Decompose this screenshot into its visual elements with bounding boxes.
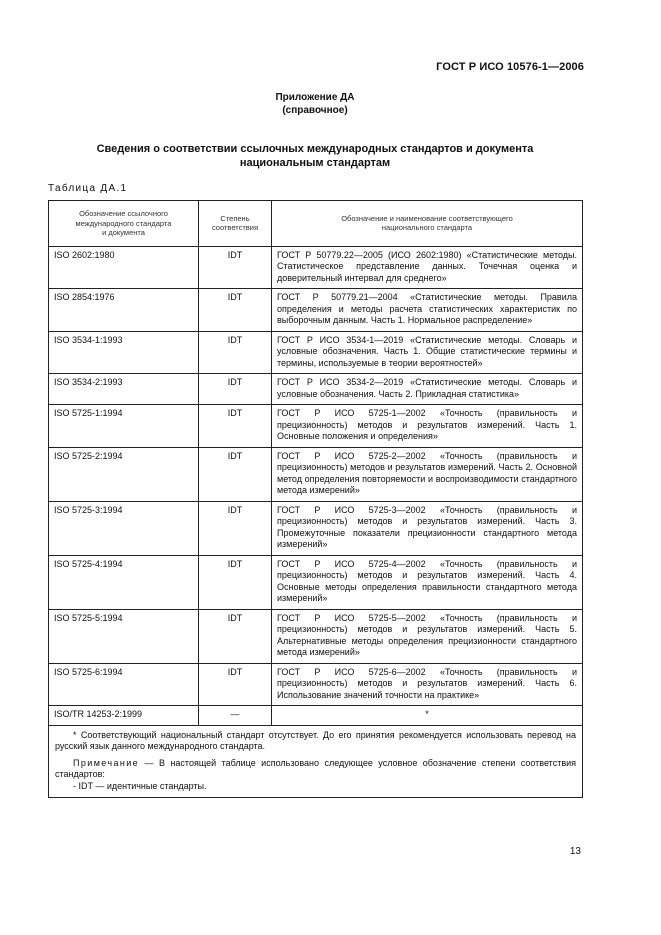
- header-col1-line: международного стандарта: [75, 218, 172, 228]
- row-national-standard: ГОСТ Р ИСО 5725-3—2002 «Точность (правильность и прецизионность) методов и результатов измерений. Часть 3. Промежуточные показатели прецизионности стандартного метода измерений»: [272, 501, 583, 555]
- row-degree: IDT: [199, 447, 272, 501]
- table-header-row: [49, 201, 583, 247]
- header-col3-line: Обозначение и наименование соответствующего: [341, 213, 513, 223]
- table-footer-row: [49, 725, 583, 798]
- section-title: [48, 143, 582, 170]
- row-standard: ISO 5725-6:1994: [49, 663, 199, 706]
- header-col1-line: и документа: [102, 228, 145, 237]
- table-row: [49, 609, 583, 663]
- row-degree: IDT: [199, 663, 272, 706]
- table-row: [49, 501, 583, 555]
- row-standard: ISO 5725-3:1994: [49, 501, 199, 555]
- row-standard: ISO 5725-4:1994: [49, 555, 199, 609]
- row-degree: IDT: [199, 246, 272, 289]
- header-col1-line: Обозначение ссылочного: [79, 209, 168, 218]
- table-row: [49, 374, 583, 405]
- table-row: [49, 447, 583, 501]
- row-degree: IDT: [199, 289, 272, 332]
- correspondence-table: [48, 200, 583, 798]
- row-standard: ISO 5725-1:1994: [49, 405, 199, 448]
- appendix-subtitle: (справочное): [282, 105, 348, 116]
- row-standard: ISO 2602:1980: [49, 246, 199, 289]
- row-degree: IDT: [199, 609, 272, 663]
- row-national-standard: ГОСТ Р ИСО 5725-1—2002 «Точность (правильность и прецизионность) методов и результатов измерений. Часть 1. Основные положения и определения»: [272, 405, 583, 448]
- note-text: — В настоящей таблице использовано следующее условное обозначение степени соответствия стандартов:: [55, 757, 576, 779]
- footnote: * Соответствующий национальный стандарт отсутствует. До его принятия рекомендуется использовать перевод на русский язык данного международного стандарта.: [55, 729, 576, 751]
- section-title-line-1: Сведения о соответствии ссылочных международных стандартов и документа: [96, 143, 534, 155]
- header-national-standard: [272, 201, 583, 247]
- row-national-standard: ГОСТ Р ИСО 5725-2—2002 «Точность (правильность и прецизионность) методов и результатов измерений. Часть 2. Основной метод определения повторяемости и воспроизводимости стандартного метода измерений»: [272, 447, 583, 501]
- document-id: ГОСТ Р ИСО 10576-1—2006: [436, 61, 584, 73]
- row-degree: IDT: [199, 501, 272, 555]
- row-standard: ISO/TR 14253-2:1999: [49, 706, 199, 726]
- row-national-standard: ГОСТ Р ИСО 3534-2—2019 «Статистические методы. Словарь и условные обозначения. Часть 2. Прикладная статистика»: [272, 374, 583, 405]
- table-row: [49, 405, 583, 448]
- page-number: 13: [569, 846, 581, 857]
- row-degree: —: [199, 706, 272, 726]
- row-national-standard: ГОСТ Р ИСО 5725-5—2002 «Точность (правильность и прецизионность) методов и результатов измерений. Часть 5. Альтернативные методы определения прецизионности стандартного метода измерений»: [272, 609, 583, 663]
- row-degree: IDT: [199, 374, 272, 405]
- row-national-standard: ГОСТ Р ИСО 5725-6—2002 «Точность (правильность и прецизионность) методов и результатов измерений. Часть 6. Использование значений точности на практике»: [272, 663, 583, 706]
- row-national-standard: ГОСТ Р 50779.21—2004 «Статистические методы. Правила определения и методы расчета статистических характеристик по выборочным данным. Часть 1. Нормальное распределение»: [272, 289, 583, 332]
- table-footer: [49, 725, 583, 798]
- row-degree: IDT: [199, 405, 272, 448]
- section-title-line-2: национальным стандартам: [239, 156, 391, 169]
- appendix-heading: [0, 91, 630, 117]
- header-col2-line: соответствия: [211, 223, 259, 233]
- row-degree: IDT: [199, 331, 272, 374]
- row-standard: ISO 3534-2:1993: [49, 374, 199, 405]
- table-row: [49, 289, 583, 332]
- note-label: Примечание: [73, 757, 140, 768]
- note: [55, 758, 576, 781]
- table-label: Таблица ДА.1: [48, 183, 128, 194]
- row-standard: ISO 3534-1:1993: [49, 331, 199, 374]
- header-col2-line: Степень: [220, 213, 250, 223]
- row-national-standard: ГОСТ Р ИСО 5725-4—2002 «Точность (правильность и прецизионность) методов и результатов измерений. Часть 4. Основные методы определения правильности стандартного метода измерений»: [272, 555, 583, 609]
- header-col3-line: национального стандарта: [381, 223, 473, 233]
- row-standard: ISO 2854:1976: [49, 289, 199, 332]
- table-row: [49, 555, 583, 609]
- appendix-title: Приложение ДА: [275, 92, 355, 103]
- note-definition: - IDT — идентичные стандарты.: [73, 780, 207, 791]
- header-international-standard: [49, 201, 199, 247]
- row-national-standard: ГОСТ Р 50779.22—2005 (ИСО 2602:1980) «Статистические методы. Статистическое представление данных. Точечная оценка и доверительный интервал для среднего»: [272, 246, 583, 289]
- table-row: [49, 331, 583, 374]
- row-national-standard: *: [272, 706, 583, 726]
- row-standard: ISO 5725-5:1994: [49, 609, 199, 663]
- row-national-standard: ГОСТ Р ИСО 3534-1—2019 «Статистические методы. Словарь и условные обозначения. Часть 1. Общие статистические термины и термины, используемые в теории вероятностей»: [272, 331, 583, 374]
- table-row: [49, 706, 583, 726]
- row-standard: ISO 5725-2:1994: [49, 447, 199, 501]
- table-row: [49, 246, 583, 289]
- header-degree: [199, 201, 272, 247]
- table-row: [49, 663, 583, 706]
- row-degree: IDT: [199, 555, 272, 609]
